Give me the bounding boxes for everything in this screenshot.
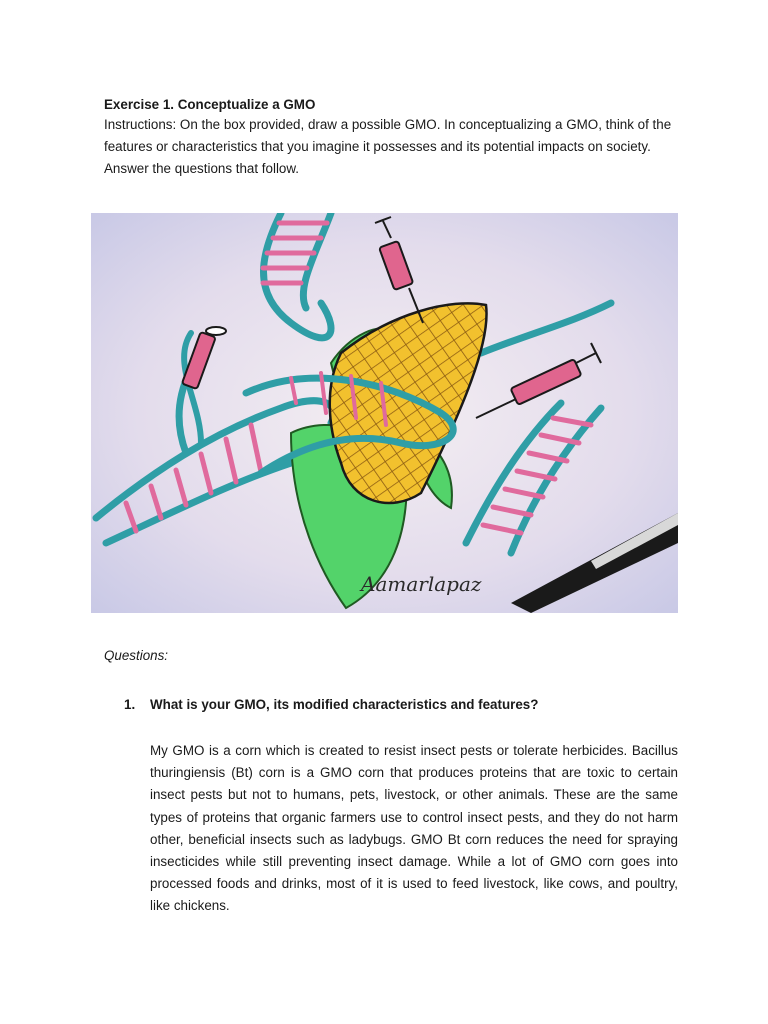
artist-signature: Aamarlapaz (361, 572, 482, 596)
exercise-instructions: Instructions: On the box provided, draw a possible GMO. In conceptualizing a GMO, think of the features or characteristics that you imagine it possesses and its potential impacts on society. Answer the questions that follow. (104, 117, 672, 177)
question-number: 1. (124, 697, 136, 712)
answer-text: My GMO is a corn which is created to resist insect pests or tolerate herbicides. Bacillus thuringiensis (Bt) corn is a GMO corn that produces proteins that are toxic to certain insect pests but not to humans, pets, livestock, or other animals. These are the same types of proteins that organic farmers use to control insect pests, and they do not harm other, beneficial insects such as ladybugs. GMO Bt corn reduces the need for spraying insecticides while still preventing insect damage. While a lot of GMO corn goes into processed foods and drinks, most of it is used to feed livestock, like cows, and poultry, like chickens. (150, 743, 678, 914)
exercise-heading: Exercise 1. Conceptualize a GMO (104, 97, 316, 112)
gmo-drawing-image (91, 213, 678, 613)
questions-label: Questions: (104, 648, 169, 663)
question-text: What is your GMO, its modified characteristics and features? (150, 697, 539, 712)
